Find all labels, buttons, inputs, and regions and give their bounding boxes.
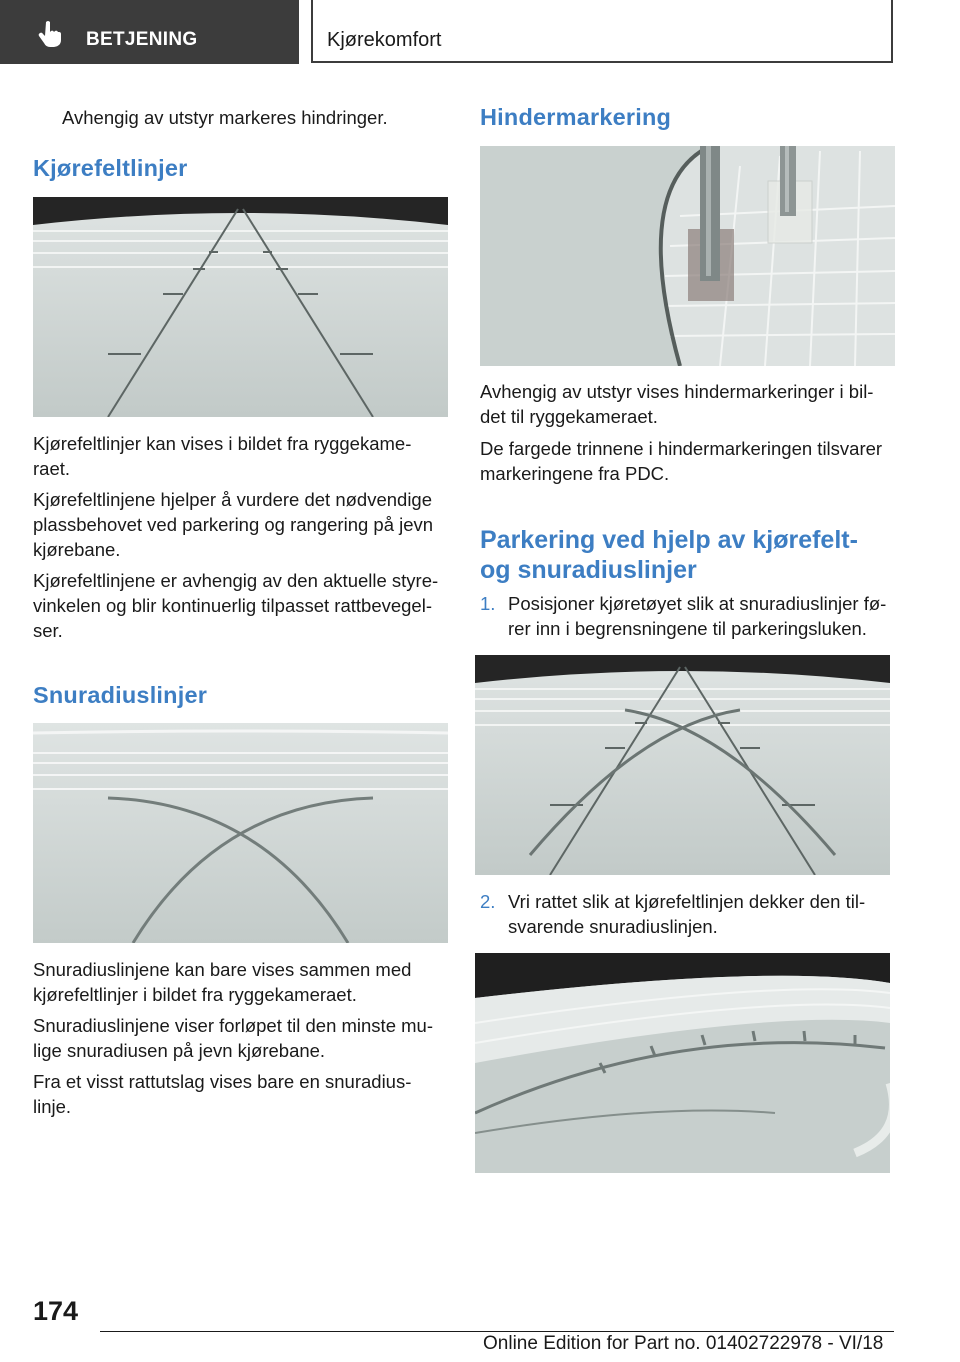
lanes-paragraph-2: Kjørefeltlinjene hjelper å vurdere det nødvendige plassbehovet ved parkering og rangering på jevn kjørebane. xyxy=(33,489,434,560)
step-1 xyxy=(480,591,895,643)
chapter-label: Kjørekomfort xyxy=(327,29,442,51)
heading-radius: Snuradiuslinjer xyxy=(33,682,208,708)
page-number: 174 xyxy=(33,1296,79,1326)
edition-footer: Online Edition for Part no. 01402722978 - VI/18 xyxy=(483,1333,884,1354)
obstacle-marking-figure xyxy=(480,146,895,366)
step-2-text: Vri rattet slik at kjørefeltlinjen dekker den til- svarende snuradiuslinjen. xyxy=(508,891,866,937)
step-1-number: 1. xyxy=(480,593,496,614)
section-tab xyxy=(0,0,299,64)
parking-step1-figure xyxy=(475,655,890,875)
obstacle-paragraph-1: Avhengig av utstyr vises hindermarkeringer i bil- det til ryggekameraet. xyxy=(480,381,874,427)
radius-paragraph-2: Snuradiuslinjene viser forløpet til den minste mu- lige snuradiusen på jevn kjørebane. xyxy=(33,1015,433,1061)
radius-paragraph-3: Fra et visst rattutslag vises bare en snuradius- linje. xyxy=(33,1071,412,1117)
footer-divider xyxy=(100,1331,894,1332)
step-1-text: Posisjoner kjøretøyet slik at snuradiuslinjer fø- rer inn i begrensningene til parkeringsluken. xyxy=(508,593,887,639)
intro-text: Avhengig av utstyr markeres hindringer. xyxy=(62,107,388,128)
section-label: BETJENING xyxy=(86,29,198,50)
obstacle-paragraph-2: De fargede trinnene i hindermarkeringen tilsvarer markeringene fra PDC. xyxy=(480,438,883,484)
heading-lanes: Kjørefeltlinjer xyxy=(33,155,188,181)
heading-obstacle: Hindermarkering xyxy=(480,104,672,130)
lanes-paragraph-3: Kjørefeltlinjene er avhengig av den aktuelle styre- vinkelen og blir kontinuerlig tilpasset rattbevegel- ser. xyxy=(33,570,439,641)
parking-step2-figure xyxy=(475,953,890,1173)
step-2 xyxy=(480,889,895,941)
lanes-paragraph-1: Kjørefeltlinjer kan vises i bildet fra ryggekame- raet. xyxy=(33,433,412,479)
hand-pointer-icon xyxy=(38,20,64,48)
lane-lines-figure xyxy=(33,197,448,417)
radius-paragraph-1: Snuradiuslinjene kan bare vises sammen med kjørefeltlinjer i bildet fra ryggekameraet. xyxy=(33,959,412,1005)
chapter-tab xyxy=(311,0,893,63)
step-2-number: 2. xyxy=(480,891,496,912)
radius-lines-figure xyxy=(33,723,448,943)
heading-parking: Parkering ved hjelp av kjørefelt- og snuradiuslinjer xyxy=(480,526,858,584)
